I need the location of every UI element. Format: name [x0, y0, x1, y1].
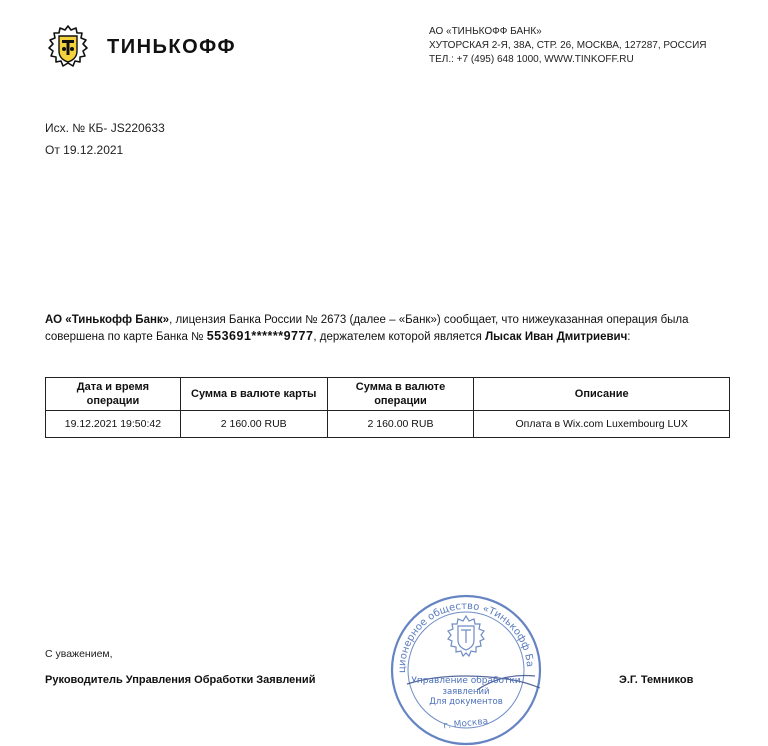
intro-text-1: , лицензия Банка России № 2673 (далее – «Банк») сообщает, что нижеуказанная операция была совершена по карте Банка №: [45, 314, 689, 343]
table-header-row: [46, 378, 730, 411]
card-holder-name: Лысак Иван Дмитриевич: [485, 331, 628, 343]
operations-table: [45, 377, 730, 438]
cell-datetime: 19.12.2021 19:50:42: [46, 411, 181, 438]
cell-operation-amount: 2 160.00 RUB: [327, 411, 474, 438]
signer-position: Руководитель Управления Обработки Заявлений: [45, 674, 316, 686]
bank-address-line: ХУТОРСКАЯ 2-Я, 38А, СТР. 26, МОСКВА, 127287, РОССИЯ: [429, 40, 707, 51]
svg-text:Акционерное общество «Тинькофф: [385, 588, 535, 673]
tinkoff-emblem-icon: [45, 24, 91, 70]
logo-wordmark: ТИНЬКОФФ: [107, 36, 237, 58]
intro-text-end: :: [627, 331, 631, 343]
intro-text-2: , держателем которой является: [313, 331, 486, 343]
bank-name-line: АО «ТИНЬКОФФ БАНК»: [429, 26, 542, 37]
table-row: [46, 411, 730, 438]
intro-paragraph: [45, 312, 735, 345]
bank-address-block: [429, 25, 707, 67]
regards-text: С уважением,: [45, 648, 113, 660]
column-header-description: Описание: [474, 378, 730, 411]
cell-description: Оплата в Wix.com Luxembourg LUX: [474, 411, 730, 438]
stamp-city: г. Москва: [442, 716, 489, 732]
stamp-ring-text: ционерное общество «Тинькофф Ба: [396, 600, 535, 674]
column-header-datetime: Дата и время операции: [46, 378, 181, 411]
cell-card-amount: 2 160.00 RUB: [180, 411, 327, 438]
stamp-line-department: Управление обработки: [411, 676, 521, 686]
stamp-line-statements: заявлений: [442, 687, 490, 697]
document-reference: [45, 117, 165, 161]
signer-name: Э.Г. Темников: [619, 674, 694, 686]
bank-name: АО «Тинькофф Банк»: [45, 314, 170, 326]
document-date: От 19.12.2021: [45, 143, 124, 157]
stamp-line-documents: Для документов: [429, 697, 503, 707]
column-header-card-amount: Сумма в валюте карты: [180, 378, 327, 411]
bank-contacts-line: ТЕЛ.: +7 (495) 648 1000, WWW.TINKOFF.RU: [429, 54, 634, 65]
bank-logo: [45, 24, 255, 70]
stamp-seal-icon: [385, 588, 547, 746]
column-header-operation-amount: Сумма в валюте операции: [327, 378, 474, 411]
card-number: 553691******9777: [206, 329, 314, 343]
outgoing-number: Исх. № КБ- JS220633: [45, 121, 165, 135]
bank-stamp: [385, 588, 547, 746]
